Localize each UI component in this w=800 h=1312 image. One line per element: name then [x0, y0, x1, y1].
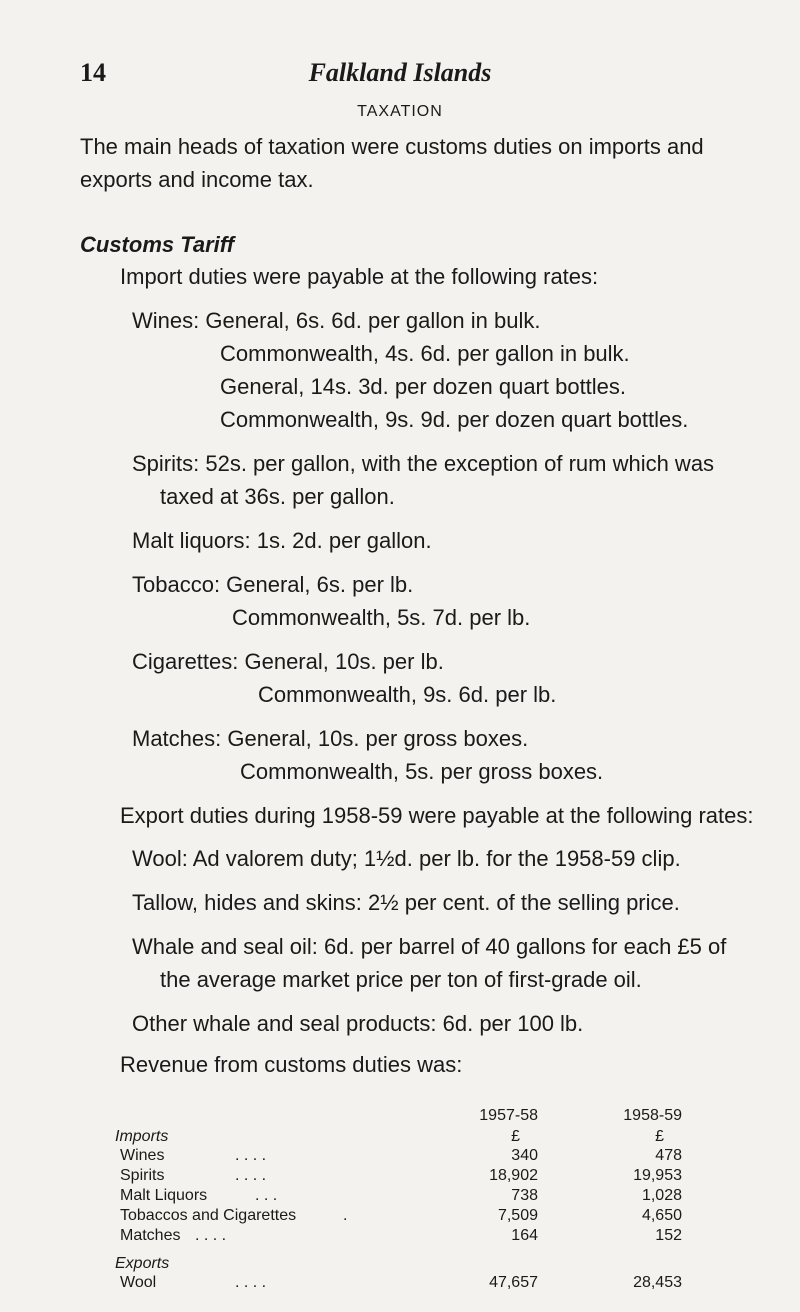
- tobacco-line-2: Commonwealth, 5s. 7d. per lb.: [232, 605, 531, 630]
- wines-line-2: Commonwealth, 4s. 6d. per gallon in bulk.: [220, 341, 630, 366]
- running-title: Falkland Islands: [308, 58, 492, 87]
- table-row-value-1957: 738: [511, 1187, 538, 1204]
- wines-line-1: Wines: General, 6s. 6d. per gallon in bulk.: [132, 308, 541, 333]
- table-row-dots: . . . .: [195, 1227, 227, 1244]
- page-number: 14: [80, 58, 106, 87]
- table-row-item: Spirits: [120, 1167, 165, 1184]
- col-unit-2: £: [655, 1128, 664, 1145]
- table-row-value-1958: 478: [655, 1147, 682, 1164]
- cigarettes-line-2: Commonwealth, 9s. 6d. per lb.: [258, 682, 557, 707]
- table-row-item: Wines: [120, 1147, 165, 1164]
- export-intro: Export duties during 1958-59 were payable at the following rates:: [120, 803, 754, 828]
- wines-line-4: Commonwealth, 9s. 9d. per dozen quart bottles.: [220, 407, 689, 432]
- intro-paragraph: The main heads of taxation were customs duties on imports and exports and income tax.: [80, 134, 704, 192]
- tobacco-line-1: Tobacco: General, 6s. per lb.: [132, 572, 414, 597]
- spirits-line-2: taxed at 36s. per gallon.: [160, 484, 395, 509]
- table-row-value-1958: 4,650: [641, 1207, 682, 1224]
- table-row-item: Tobaccos and Cigarettes: [120, 1207, 297, 1224]
- table-row-value-1957: 47,657: [489, 1274, 538, 1291]
- col-year-1: 1957-58: [479, 1107, 538, 1124]
- section-title: TAXATION: [357, 103, 443, 120]
- table-row-item: Malt Liquors: [120, 1187, 208, 1204]
- tallow-duty: Tallow, hides and skins: 2½ per cent. of the selling price.: [132, 890, 680, 915]
- imports-label: Imports: [115, 1128, 169, 1145]
- import-intro: Import duties were payable at the following rates:: [120, 264, 599, 289]
- table-row-item: Matches: [120, 1227, 181, 1244]
- table-row-dots: . . . .: [235, 1274, 267, 1291]
- cigarettes-line-1: Cigarettes: General, 10s. per lb.: [132, 649, 444, 674]
- revenue-intro: Revenue from customs duties was:: [120, 1052, 463, 1077]
- table-row-value-1957: 7,509: [497, 1207, 538, 1224]
- other-products: Other whale and seal products: 6d. per 100 lb.: [132, 1011, 584, 1036]
- matches-line-1: Matches: General, 10s. per gross boxes.: [132, 726, 529, 751]
- table-row-dots: . . . .: [235, 1167, 267, 1184]
- matches-line-2: Commonwealth, 5s. per gross boxes.: [240, 759, 604, 784]
- col-year-2: 1958-59: [623, 1107, 682, 1124]
- table-row-value-1958: 152: [655, 1227, 682, 1244]
- table-row-dots: .: [343, 1207, 348, 1224]
- table-row-item: Wool: [120, 1274, 157, 1291]
- table-row-dots: . . . .: [235, 1147, 267, 1164]
- table-row-value-1958: 28,453: [633, 1274, 682, 1291]
- whale-oil-line-2: the average market price per ton of first-grade oil.: [160, 967, 642, 992]
- table-row-value-1958: 1,028: [641, 1187, 682, 1204]
- wool-duty: Wool: Ad valorem duty; 1½d. per lb. for the 1958-59 clip.: [132, 846, 681, 871]
- exports-label: Exports: [115, 1255, 170, 1272]
- table-row-value-1957: 340: [511, 1147, 538, 1164]
- customs-tariff-heading: Customs Tariff: [80, 232, 235, 257]
- table-row-dots: . . .: [255, 1187, 278, 1204]
- wines-line-3: General, 14s. 3d. per dozen quart bottles.: [220, 374, 627, 399]
- table-row-value-1958: 19,953: [633, 1167, 682, 1184]
- malt-liquors: Malt liquors: 1s. 2d. per gallon.: [132, 528, 432, 553]
- table-row-value-1957: 18,902: [489, 1167, 538, 1184]
- col-unit-1: £: [511, 1128, 520, 1145]
- spirits-line-1: Spirits: 52s. per gallon, with the exception of rum which was: [132, 451, 715, 476]
- table-row-value-1957: 164: [511, 1227, 538, 1244]
- whale-oil-line-1: Whale and seal oil: 6d. per barrel of 40 gallons for each £5 of: [132, 934, 727, 959]
